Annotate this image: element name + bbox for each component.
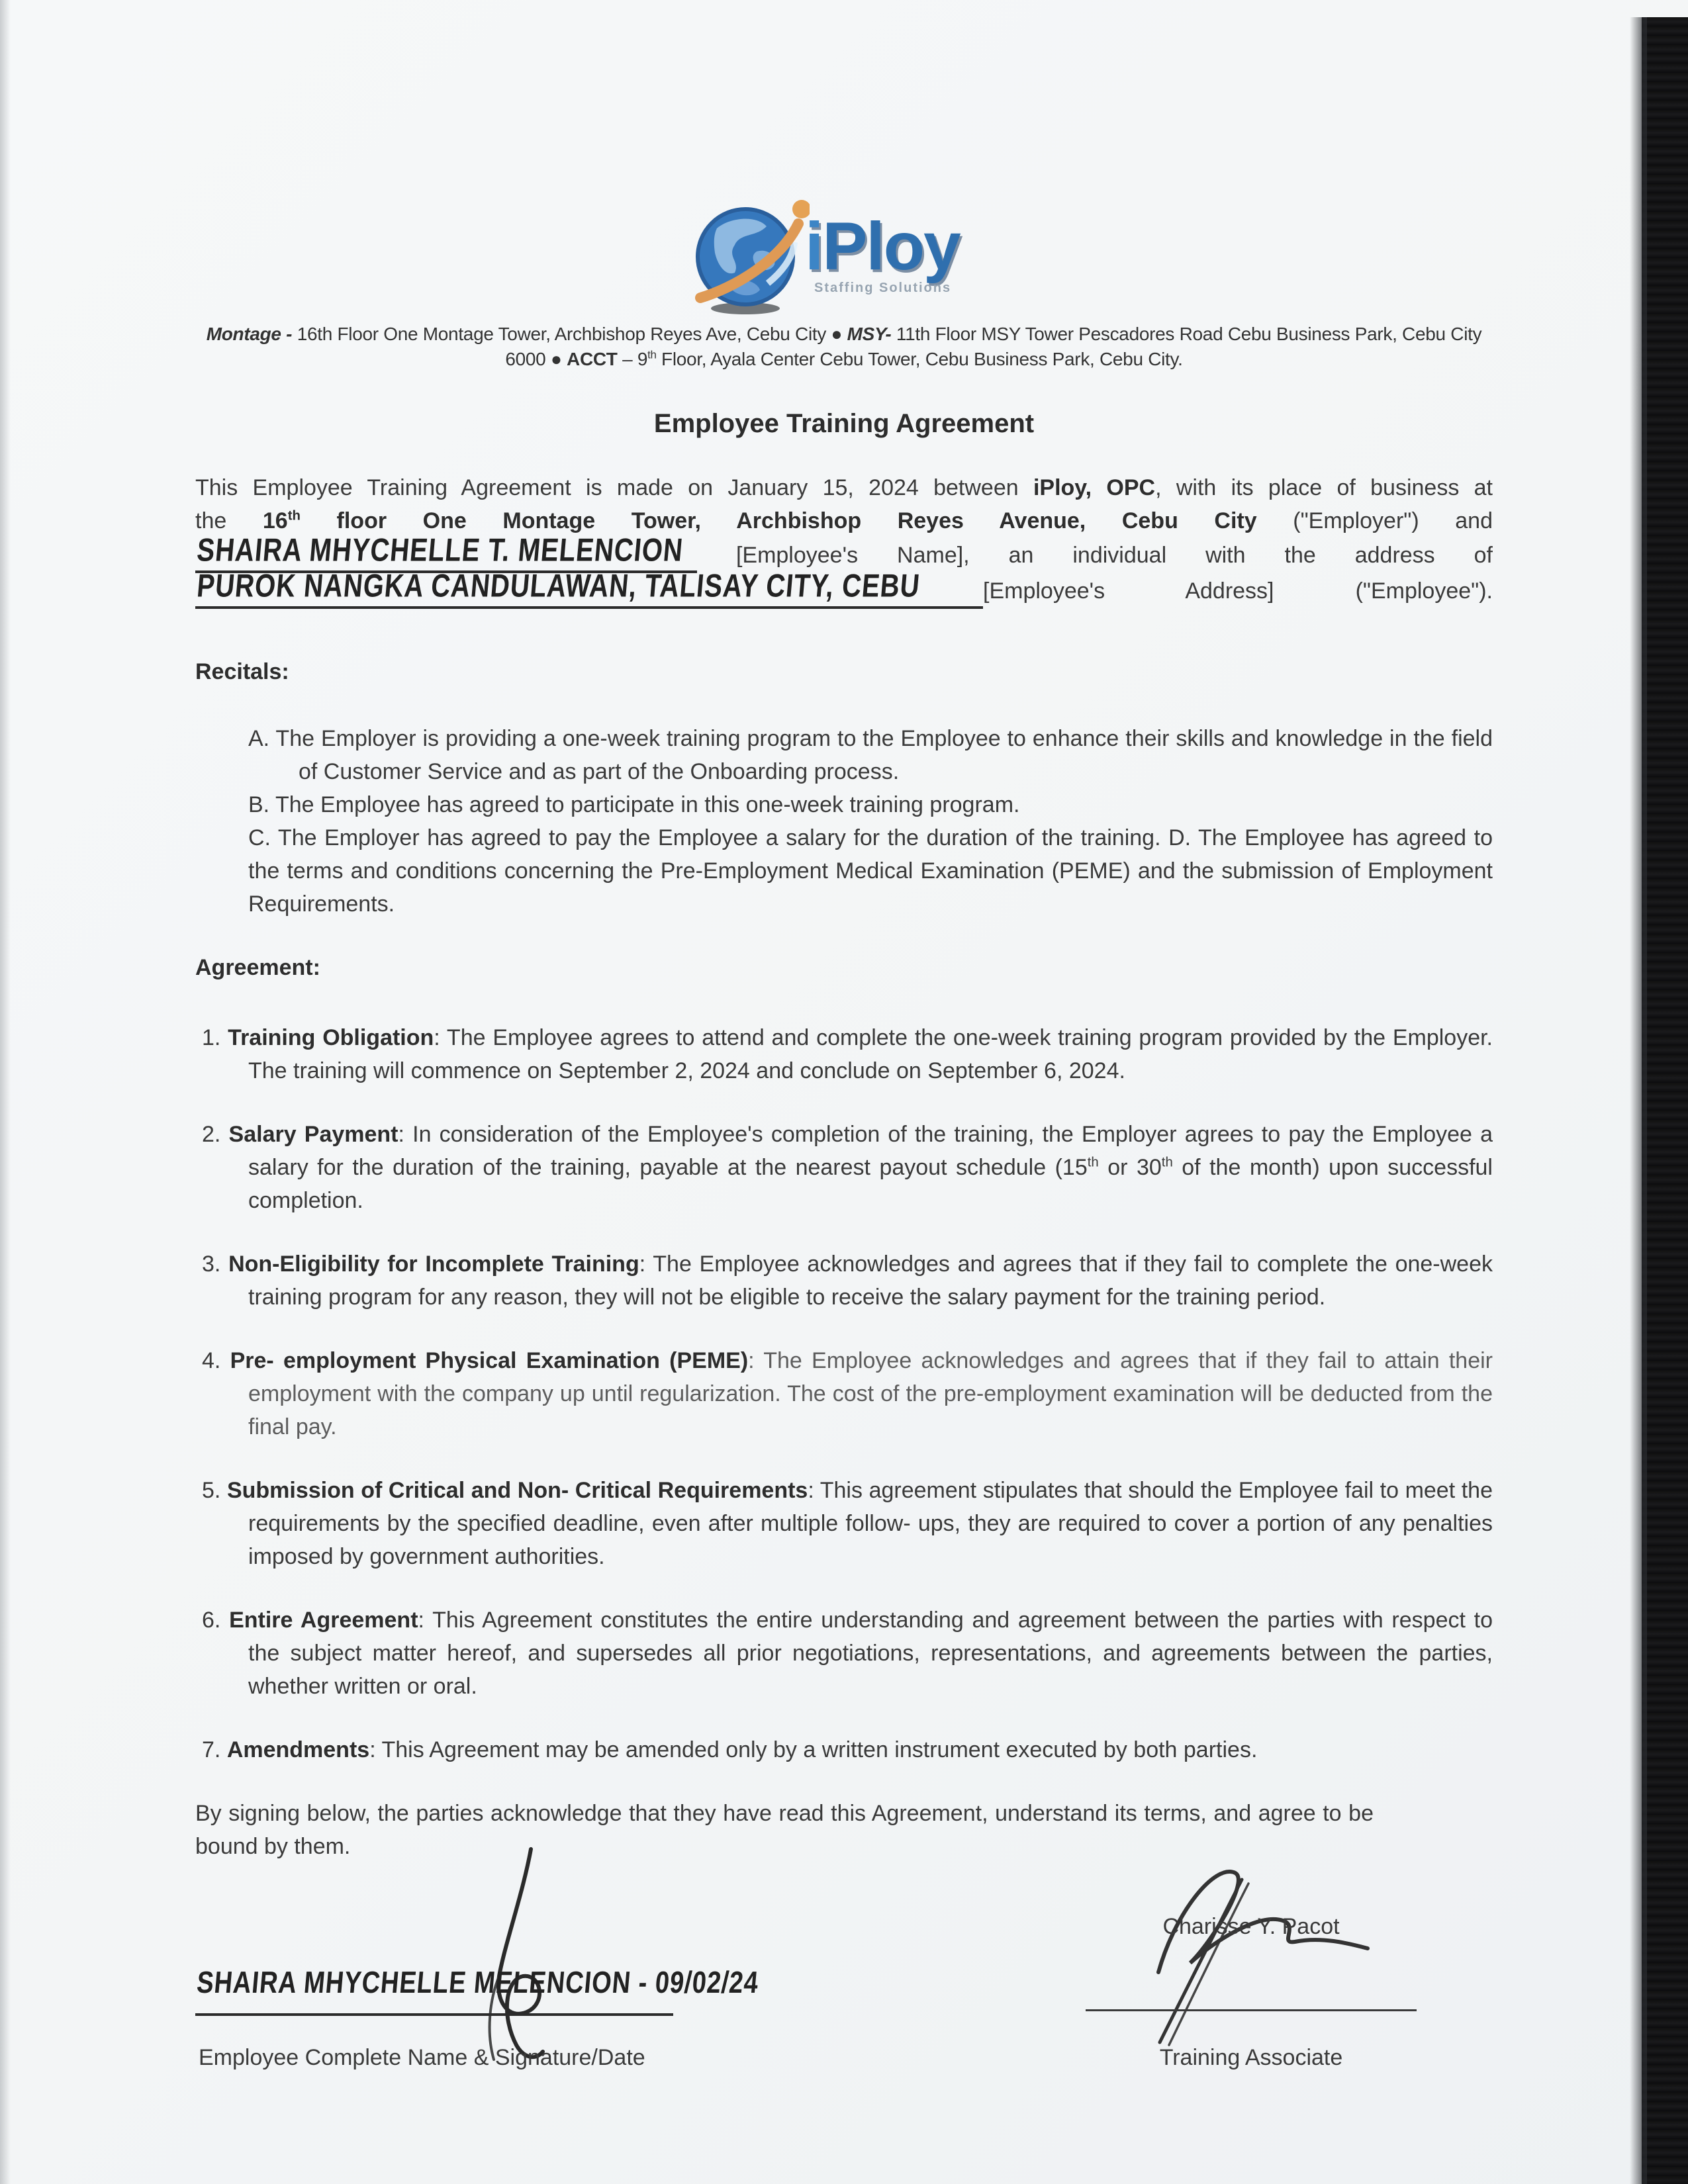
trainer-signature [1112, 1833, 1390, 2052]
logo-tagline: Staffing Solutions [814, 281, 952, 295]
trainer-printed-name: Charisse Y. Pacot [1162, 1914, 1340, 1939]
closing-paragraph: By signing below, the parties acknowledge that they have read this Agreement, understand its terms, and agree to be bound by them. [195, 1801, 1374, 1859]
employee-signature-rule [195, 2013, 673, 2016]
office-acct-label: ACCT [567, 349, 618, 369]
document-body [195, 471, 1493, 1863]
agreement-item-7: 7. Amendments: This Agreement may be amended only by a written instrument executed by both parties. [202, 1737, 1258, 1762]
intro-paragraph [195, 471, 1493, 609]
bullet-separator: ● [550, 349, 562, 369]
trainer-signature-label: Training Associate [1159, 2045, 1343, 2070]
agreement-item-3: 3. Non-Eligibility for Incomplete Training: The Employee acknowledges and agrees that if they fail to complete the one-week training program for any reason, they will not be eligible to receive the salary payment for the training period. [202, 1251, 1493, 1310]
handwritten-employee-address: PUROK NANGKA CANDULAWAN, TALISAY CITY, CEBU [195, 568, 921, 604]
globe-icon [694, 199, 810, 318]
handwritten-name-date: SHAIRA MHYCHELLE MELENCION - 09/02/24 [195, 1966, 761, 2000]
logo-letter-i: i [805, 208, 823, 284]
recitals-list [195, 722, 1493, 921]
employee-signature [430, 1846, 629, 2071]
intro-line-1: This Employee Training Agreement is made on January 15, 2024 between iPloy, OPC, with its place of business at [195, 475, 1493, 500]
agreement-items [195, 1021, 1493, 1766]
agreement-item-1: 1. Training Obligation: The Employee agrees to attend and complete the one-week training program provided by the Employer. The training will commence on September 2, 2024 and conclude on September 6, 2024. [202, 1025, 1493, 1083]
intro-line-2: the 16th floor One Montage Tower, Archbishop Reyes Avenue, Cebu City ("Employer") and [195, 508, 1493, 533]
office-montage-label: Montage - [206, 324, 293, 344]
employee-signature-line-block [195, 1966, 761, 2001]
logo-wordmark [805, 208, 960, 285]
office-address-lines [195, 322, 1493, 372]
address-line-2: 6000 ● ACCT – 9th Floor, Ayala Center Cebu Tower, Cebu Business Park, Cebu City. [505, 348, 1183, 369]
page-left-shadow [0, 0, 11, 2184]
agreement-item-4: 4. Pre- employment Physical Examination (PEME): The Employee acknowledges and agrees that if they fail to attain their employment with the company up until regularization. The cost of the pre-employment examination will be deducted from the final pay. [202, 1348, 1493, 1439]
scanner-edge-shadow [1630, 17, 1647, 2184]
logo-letters-ploy: Ploy [822, 208, 960, 284]
intro-line-3: SHAIRA MHYCHELLE T. MELENCION [Employee's Name], an individual with the address of [195, 537, 1493, 573]
recital-item-c: C. The Employer has agreed to pay the Employee a salary for the duration of the training. D. The Employee has agreed to the terms and conditions concerning the Pre-Employment Medical Examination (PEME) and the submission of Employment Requirements. [248, 825, 1493, 917]
handwritten-employee-name: SHAIRA MHYCHELLE T. MELENCION [195, 532, 685, 569]
document-title: Employee Training Agreement [653, 409, 1035, 438]
recital-item-a: A. The Employer is providing a one-week training program to the Employee to enhance their skills and knowledge in the field of Customer Service and as part of the Onboarding process. [248, 726, 1493, 784]
agreement-heading: Agreement: [195, 955, 320, 980]
office-msy-label: MSY- [847, 324, 892, 344]
company-logo [694, 193, 985, 316]
agreement-item-2: 2. Salary Payment: In consideration of the Employee's completion of the training, the Employer agrees to pay the Employee a salary for the duration of the training, payable at the nearest payout schedule (15th or 30th of the month) upon successful completion. [202, 1122, 1493, 1213]
recitals-heading: Recitals: [195, 659, 289, 684]
trainer-signature-rule [1086, 2009, 1417, 2011]
bullet-separator: ● [831, 324, 843, 344]
agreement-item-5: 5. Submission of Critical and Non- Critical Requirements: This agreement stipulates that should the Employee fail to meet the requirements by the specified deadline, even after multiple follow- ups, they are required to cover a portion of any penalties imposed by government authorities. [202, 1478, 1493, 1569]
agreement-item-6: 6. Entire Agreement: This Agreement constitutes the entire understanding and agreement between the parties with respect to the subject matter hereof, and supersedes all prior negotiations, representations, and agreements between the parties, whether written or oral. [202, 1608, 1493, 1699]
scanner-black-edge [1642, 17, 1688, 2184]
recital-item-b: B. The Employee has agreed to participate in this one-week training program. [248, 792, 1020, 817]
employee-signature-label: Employee Complete Name & Signature/Date [199, 2045, 645, 2070]
intro-line-4: PUROK NANGKA CANDULAWAN, TALISAY CITY, CEBU [Employee's Address] ("Employee"). [195, 573, 1493, 609]
address-line-1: Montage - 16th Floor One Montage Tower, Archbishop Reyes Ave, Cebu City ● MSY- 11th Floor MSY Tower Pescadores Road Cebu Business Park, Cebu City [206, 324, 1482, 344]
